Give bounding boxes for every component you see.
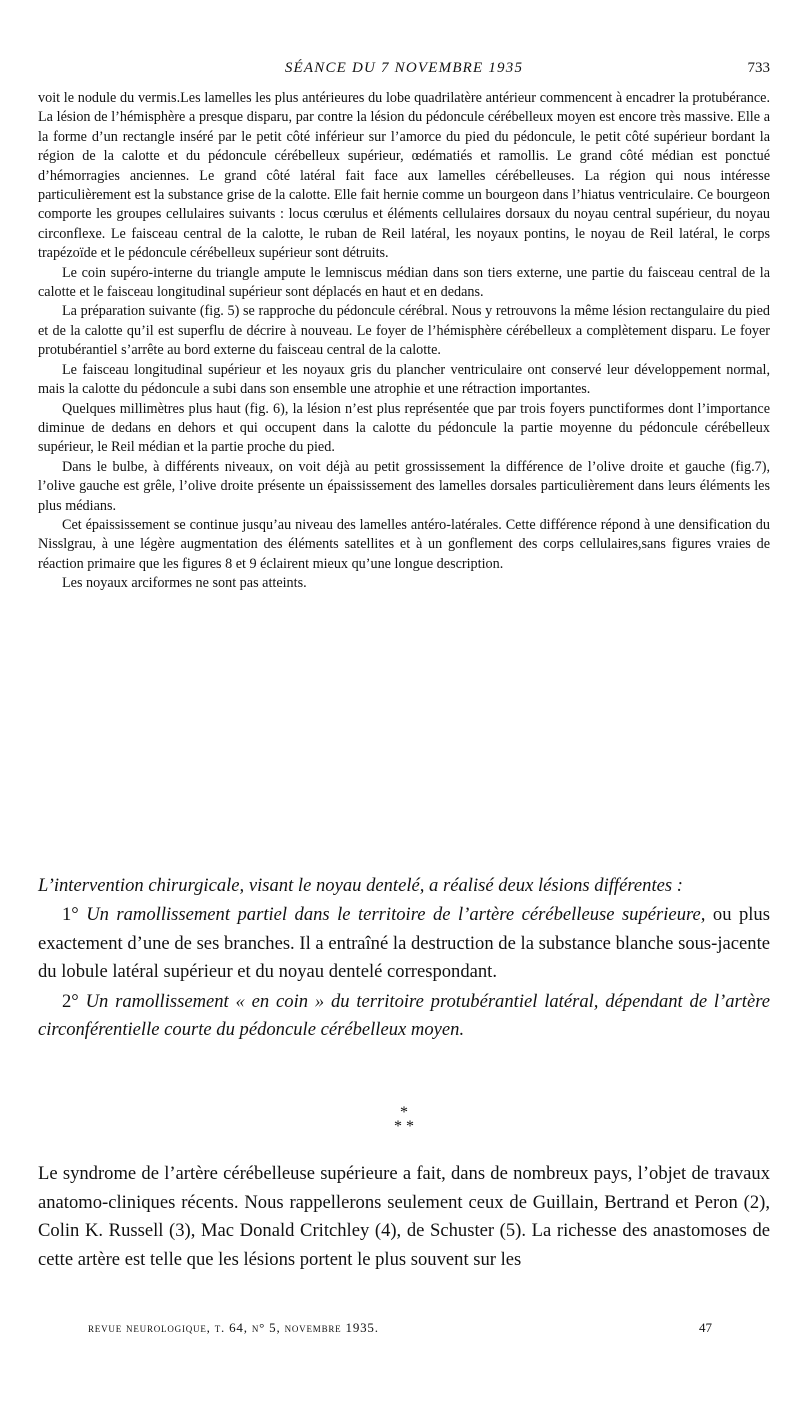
page-number: 733 (747, 60, 770, 76)
journal-citation: revue neurologique, t. 64, n° 5, novembre 1935. (88, 1320, 379, 1335)
paragraph: voit le nodule du vermis.Les lamelles les plus antérieures du lobe quadrilatère antérieur commencent à encadrer la protubérance. La lésion de l’hémisphère a presque disparu, par contre la lésion du pédoncule cérébelleux moyen est encore très massive. Elle a la forme d’un rectangle inséré par le petit côté inférieur sur l’amorce du pied du pédoncule, le petit côté supérieur bordant la région de la calotte et du pédoncule cérébelleux supérieur, œdématiés et ramollis. Le grand côté médian est ponctué d’hémorragies anciennes. Le grand côté latéral fait face aux lamelles cérébelleuses. La région qui nous intéresse particulièrement est la substance grise de la calotte. Elle fait hernie comme un bourgeon dans l’hiatus ventriculaire. Ce bourgeon comporte les groupes cellulaires suivants : locus cœrulus et éléments cellulaires dorsaux du noyau central supérieur, du noyau circonflexe. Le faisceau central de la calotte, le ruban de Reil latéral, les noyaux pontins, le noyau de Reil latéral, le corps trapézoïde et le pédoncule cérébelleux supérieur sont détruits. (38, 90, 770, 262)
lesion-item-1 (38, 901, 770, 986)
paragraph: Le coin supéro-interne du triangle ampute le lemniscus médian dans son tiers externe, une partie du faisceau central de la calotte et le faisceau longitudinal supérieur sont déplacés en haut et en dedans. (38, 264, 770, 301)
sheet-number: 47 (699, 1320, 712, 1335)
paragraph: Dans le bulbe, à différents niveaux, on voit déjà au petit grossissement la différence de l’olive droite et gauche (fig.7), l’olive gauche est grêle, l’olive droite présente un épaississement des lamelles dorsales particulièrement dans leurs éléments les plus médians. (38, 458, 770, 514)
paragraph: Les noyaux arciformes ne sont pas atteints. (62, 575, 307, 592)
asterism-bottom: * * (394, 1118, 414, 1135)
paragraph: Le syndrome de l’artère cérébelleuse supérieure a fait, dans de nombreux pays, l’objet de travaux anatomo-cliniques récents. Nous rappellerons seulement ceux de Guillain, Bertrand et Peron (2), Colin K. Russell (3), Mac Donald Critchley (4), de Schuster (5). La richesse des anastomoses de cette artère est telle que les lésions portent le plus souvent sur les (38, 1163, 770, 1270)
intervention-section (38, 872, 770, 1044)
paragraph: Quelques millimètres plus haut (fig. 6), la lésion n’est plus représentée que par trois foyers punctiformes dont l’importance diminue de dedans en dehors et qui occupent dans la calotte du pédoncule la partie moyenne du pédoncule cérébelleux supérieur, le Reil médian et la partie proche du pied. (38, 400, 770, 456)
running-head (38, 60, 770, 82)
paragraph: La préparation suivante (fig. 5) se rapproche du pédoncule cérébral. Nous y retrouvons la même lésion rectangulaire du pied et de la calotte qu’il est superflu de décrire à nouveau. Le foyer de l’hémisphère cérébelleux a complètement disparu. Le foyer protubérantiel s’arrête au bord externe du faisceau central de la calotte. (38, 303, 770, 359)
paragraph: Le faisceau longitudinal supérieur et les noyaux gris du plancher ventriculaire ont conservé leur développement normal, mais la calotte du pédoncule a subi dans son ensemble une atrophie et une rétraction importantes. (38, 361, 770, 398)
asterism-separator (38, 1106, 770, 1134)
main-text-section (38, 1160, 770, 1274)
item-number: 1° (62, 904, 79, 926)
small-print-section (38, 89, 770, 594)
paragraph: Cet épaississement se continue jusqu’au niveau des lamelles antéro-latérales. Cette différence répond à une densification du Nisslgrau, à une légère augmentation des éléments satellites et à un gonflement des corps cellulaires,sans figures vraies de réaction primaire que les figures 8 et 9 éclairent mieux qu’une longue description. (38, 516, 770, 572)
item-number: 2° (62, 990, 79, 1012)
intervention-intro: L’intervention chirurgicale, visant le noyau dentelé, a réalisé deux lésions différentes : (38, 875, 683, 896)
item-title: Un ramollissement « en coin » du territoire protubérantiel latéral, dépendant de l’artère circonférentielle courte du pédoncule cérébelleux moyen. (38, 990, 771, 1041)
asterism-top: * (400, 1104, 408, 1121)
running-title: SÉANCE DU 7 NOVEMBRE 1935 (284, 60, 524, 76)
item-text: ou plus exactement d’une de ses branches. Il a entraîné la destruction de la substance blanche sous-jacente du lobule latéral supérieur et du noyau dentelé correspondant. (38, 904, 770, 983)
page-footer (38, 1320, 770, 1340)
document-page (38, 0, 770, 1403)
lesion-item-2 (38, 988, 770, 1045)
item-title: Un ramollissement partiel dans le territoire de l’artère cérébelleuse supérieure, (86, 904, 706, 926)
